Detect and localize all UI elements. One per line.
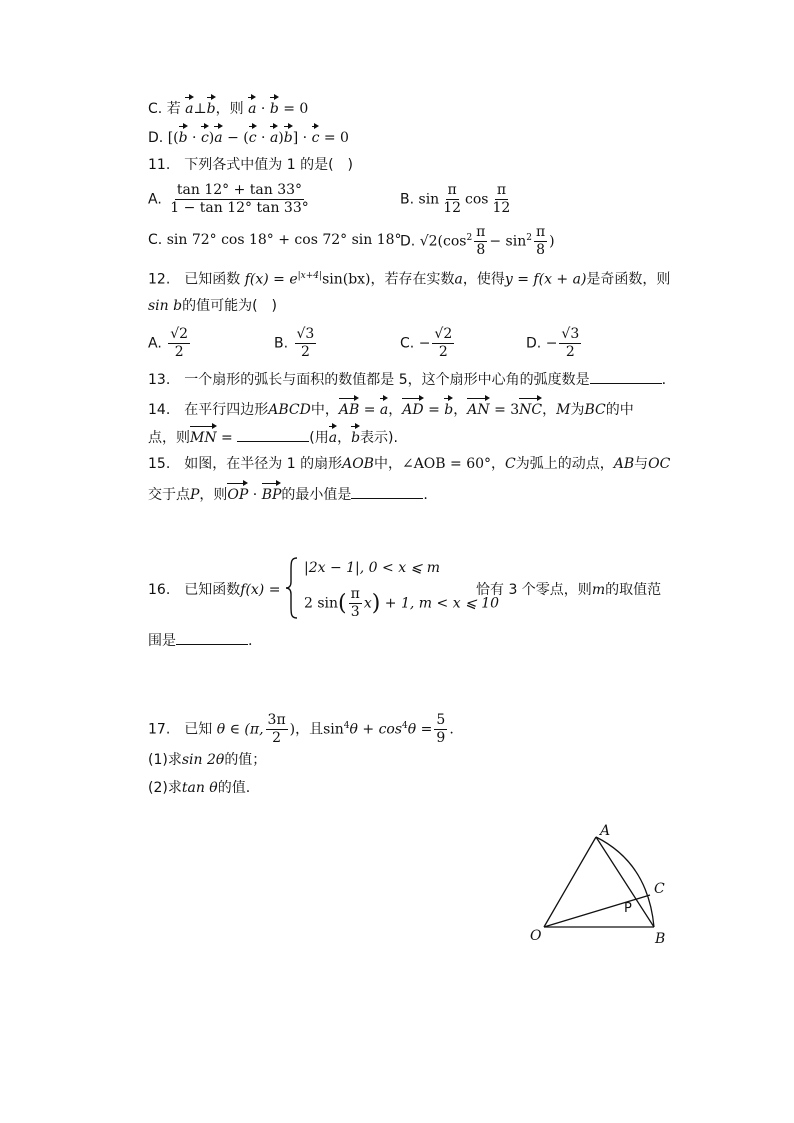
stem-text: 中， <box>310 402 339 418</box>
punct: . <box>423 487 428 503</box>
point-name: C <box>505 456 516 472</box>
answer-blank[interactable] <box>237 427 309 442</box>
shape-name: ABCD <box>268 402 311 418</box>
stem-text: ，则 <box>199 487 228 503</box>
stem-text: 12. 已知函数 <box>148 271 241 288</box>
stem-text: 为 <box>570 402 585 418</box>
expr-part: f(x) = <box>240 582 281 598</box>
option-text: 若 <box>166 101 181 117</box>
answer-blank[interactable] <box>176 630 248 645</box>
numerator: 5 <box>436 712 446 728</box>
q14-line1 <box>148 397 634 420</box>
stem-text: 的值； <box>224 752 267 768</box>
expr-part: cos <box>465 191 489 208</box>
vector-ad: AD <box>402 397 423 420</box>
q12-option-d <box>526 326 583 361</box>
expr-part: sin b <box>148 298 183 314</box>
expr-part: − sin <box>489 233 527 250</box>
q12-option-c <box>400 326 456 361</box>
stem-text: 14. 在平行四边形 <box>148 402 269 418</box>
segment-name: OC <box>648 456 671 472</box>
label-c: C <box>654 881 665 897</box>
stem-text: (2)求 <box>148 780 182 796</box>
stem-text: 的中 <box>605 402 634 418</box>
q11-option-b <box>400 182 514 217</box>
exponent: |x+4| <box>297 271 323 281</box>
option-text: ，则 <box>215 101 244 117</box>
punct: ， <box>542 402 557 418</box>
label-p: P <box>624 901 632 916</box>
numerator: π <box>535 224 546 240</box>
numerator: √2 <box>170 326 189 342</box>
shape-name: AOB <box>342 456 374 472</box>
sector-diagram <box>520 815 690 955</box>
equation-tail: = 0 <box>283 101 309 117</box>
expr-part: + 1, m < x ⩽ 10 <box>384 595 500 612</box>
expr-part: ) <box>208 130 215 146</box>
stem-text: 的值. <box>217 780 251 796</box>
dot-symbol: · <box>260 101 266 117</box>
numerator: 3π <box>267 712 286 728</box>
expr-part: ) <box>549 233 555 250</box>
stem-text: ，使得 <box>462 271 505 288</box>
stem-text: ，且 <box>295 721 324 738</box>
q16-piece1: |2x − 1|, 0 < x ⩽ m <box>304 560 441 576</box>
expr-part: [( <box>167 130 179 146</box>
expr-part: sin <box>323 721 344 738</box>
expr-part: f(x) = e <box>244 271 298 288</box>
expr-part: sin(bx) <box>322 271 371 288</box>
q16-line2 <box>148 630 252 651</box>
denominator: 9 <box>436 730 446 746</box>
vector-b: b <box>351 425 360 448</box>
denominator: 1 − tan 12° tan 33° <box>170 200 309 216</box>
q12-option-b <box>274 326 318 361</box>
denominator: 2 <box>438 344 448 360</box>
q14-line2 <box>148 425 398 448</box>
stem-text: 15. 如图，在半径为 1 的扇形 <box>148 456 343 472</box>
vector-an: AN <box>467 397 489 420</box>
dot-symbol: · <box>252 487 258 503</box>
expr-part: √2(cos <box>419 233 467 250</box>
option-label: A. <box>148 191 162 208</box>
stem-text: 17. 已知 <box>148 721 213 738</box>
stem-text: 围是 <box>148 633 176 649</box>
expr-part: y = f(x + a) <box>504 271 587 288</box>
punct: . <box>449 721 454 738</box>
q11-stem: 11. 下列各式中值为 1 的是( ) <box>148 157 353 173</box>
option-label: C. <box>148 101 163 117</box>
numerator: π <box>447 182 457 198</box>
option-label: C. <box>400 335 415 352</box>
expr-part: tan θ <box>181 780 218 796</box>
expr-part: = <box>363 402 376 418</box>
option-label: A. <box>148 335 162 352</box>
denominator: 3 <box>350 604 360 620</box>
q13 <box>148 369 666 390</box>
numerator: π <box>350 586 360 602</box>
sign: − <box>545 335 558 352</box>
stem-text: 交于点 <box>148 487 190 503</box>
vector-a: a <box>329 425 337 448</box>
variable: a <box>454 271 463 288</box>
stem-text: 点，则 <box>148 430 190 446</box>
stem-text: (用 <box>309 430 329 446</box>
denominator: 12 <box>492 200 511 216</box>
stem-text: 13. 一个扇形的弧长与面积的数值都是 5，这个扇形中心角的弧度数是 <box>148 372 590 388</box>
variable: m <box>591 582 606 598</box>
expr-part: θ ∈ (π, <box>216 721 264 738</box>
denominator: 2 <box>565 344 575 360</box>
option-label: D. <box>526 335 542 352</box>
stem-text: 表示). <box>360 430 398 446</box>
label-o: O <box>530 928 542 944</box>
expr-part: = <box>221 430 233 446</box>
q16-piece2: 2 sin( $\frac{\pi}{3}$ x) + 1, m < x ⩽ 10 <box>304 586 500 620</box>
point-name: P <box>190 487 200 503</box>
answer-blank[interactable] <box>351 484 423 499</box>
punct: ， <box>453 402 468 418</box>
expr-part: θ = <box>407 721 433 738</box>
q10-option-c: C. 若 a⊥b，则 a · b = 0 <box>148 96 308 119</box>
expr-part: sin 72° cos 18° + cos 72° sin 18° <box>166 232 402 248</box>
punct: . <box>661 372 667 388</box>
numerator: π <box>496 182 507 198</box>
q15-line2 <box>148 482 428 505</box>
vector-a: a <box>380 397 388 420</box>
option-label: B. <box>400 191 415 208</box>
stem-text: 16. 已知函数 <box>148 582 241 598</box>
segment-name: AB <box>613 456 635 472</box>
option-label: B. <box>274 335 289 352</box>
q16-lead <box>148 580 280 600</box>
q16-tail <box>476 580 661 600</box>
q17-part2 <box>148 778 250 798</box>
stem-text: 是奇函数，则 <box>586 271 671 288</box>
piecewise-brace <box>285 556 299 620</box>
stem-text: 的取值范 <box>605 582 662 598</box>
q17-stem: 17. 已知 θ ∈ (π, $\frac{3\pi}{2}$ )，且$\sin^4\theta + \cos^4\theta$ = $\frac{5}{9}$ . <box>148 712 454 746</box>
punct: . <box>248 633 253 649</box>
expr-part: ) <box>278 130 284 146</box>
q11-option-d: D. $√2(\cos^2$ $\frac{\pi}{8}$ − $\sin^2$ $\frac{\pi}{8}$ ) <box>400 224 555 258</box>
equation-tail: = 0 <box>323 130 349 146</box>
variable: x <box>363 595 372 612</box>
q12-option-a <box>148 326 192 361</box>
stem-text: 中， <box>373 456 402 472</box>
answer-blank[interactable] <box>590 369 662 384</box>
punct: ， <box>337 430 352 446</box>
expr-part: − ( <box>227 130 249 146</box>
vector-b: b <box>444 397 453 420</box>
option-label: D. <box>148 130 164 146</box>
stem-text: 的最小值是 <box>281 487 352 503</box>
q17-part1 <box>148 750 266 770</box>
numerator: π <box>476 224 486 240</box>
denominator: 2 <box>272 730 282 746</box>
stem-text: 为弧上的动点， <box>515 456 614 472</box>
expr-part: θ + cos <box>349 721 403 738</box>
vector-bp: BP <box>262 482 282 505</box>
expr-part: = <box>428 402 440 418</box>
stem-text: 与 <box>634 456 649 472</box>
q12-stem-line1 <box>148 266 670 290</box>
option-label: C. <box>148 232 163 248</box>
point-name: M <box>556 402 571 418</box>
q11-option-c <box>148 230 402 250</box>
denominator: 2 <box>300 344 310 360</box>
numerator: tan 12° + tan 33° <box>176 182 303 198</box>
expr-part: sin 2θ <box>181 752 225 768</box>
denominator: 12 <box>443 200 462 216</box>
punct: ， <box>491 456 506 472</box>
segment-name: BC <box>584 402 606 418</box>
denominator: 8 <box>476 242 486 258</box>
expr-part: 2 sin <box>304 595 339 612</box>
stem-text: 的值可能为( ) <box>182 298 278 314</box>
numerator: √2 <box>434 326 453 342</box>
expr-part: ) <box>289 721 296 738</box>
vector-ab: AB <box>339 397 359 420</box>
vector-mn: MN <box>190 425 217 448</box>
vector-op: OP <box>227 482 248 505</box>
expr-part: · <box>192 130 197 146</box>
expr-part: sin <box>418 191 440 208</box>
fraction <box>168 182 311 217</box>
numerator: √3 <box>561 326 580 342</box>
stem-text: 恰有 3 个零点，则 <box>476 582 592 598</box>
vector-nc: NC <box>519 397 542 420</box>
expr-part: ] · <box>292 130 308 146</box>
q12-stem-line2 <box>148 296 277 316</box>
label-a: A <box>600 823 611 839</box>
option-label: D. <box>400 233 416 250</box>
denominator: 8 <box>536 242 546 258</box>
q10-option-d: D. [(b · c)a − (c · a)b] · c = 0 <box>148 125 349 148</box>
sign: − <box>418 335 431 352</box>
denominator: 2 <box>174 344 184 360</box>
punct: ， <box>388 402 403 418</box>
angle-expr: ∠AOB = 60° <box>401 456 492 472</box>
perp-symbol: ⊥ <box>193 101 207 117</box>
stem-text: (1)求 <box>148 752 182 768</box>
expr-part: = 3 <box>494 402 520 418</box>
q11-option-a <box>148 182 313 217</box>
q15-line1 <box>148 454 670 474</box>
expr-part: · <box>261 130 266 146</box>
numerator: √3 <box>296 326 315 342</box>
stem-text: ，若存在实数 <box>370 271 455 288</box>
label-b: B <box>655 931 666 947</box>
